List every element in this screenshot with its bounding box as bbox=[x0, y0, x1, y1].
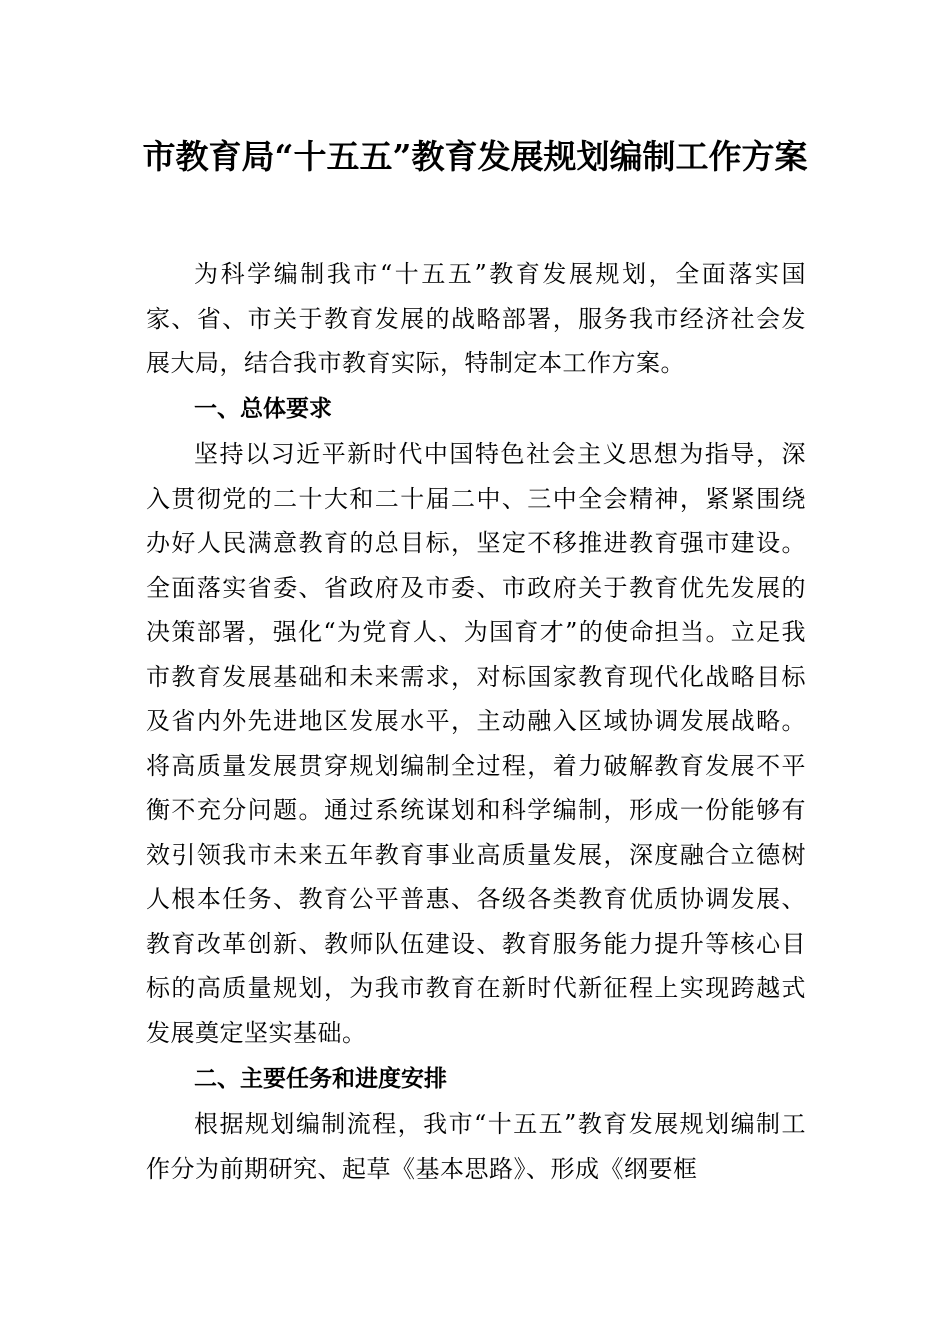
intro-paragraph: 为科学编制我市“十五五”教育发展规划，全面落实国家、省、市关于教育发展的战略部署，服务我市经济社会发展大局，结合我市教育实际，特制定本工作方案。 bbox=[146, 260, 806, 377]
section-2-paragraph: 根据规划编制流程，我市“十五五”教育发展规划编制工作分为前期研究、起草《基本思路》、形成《纲要框 bbox=[146, 1110, 806, 1183]
section-1-heading: 一、总体要求 bbox=[194, 396, 332, 422]
section-1-paragraph: 坚持以习近平新时代中国特色社会主义思想为指导，深入贯彻党的二十大和二十届二中、三中全会精神，紧紧围绕办好人民满意教育的总目标，坚定不移推进教育强市建设。全面落实省委、省政府及市委、市政府关于教育优先发展的决策部署，强化“为党育人、为国育才”的使命担当。立足我市教育发展基础和未来需求，对标国家教育现代化战略目标及省内外先进地区发展水平，主动融入区域协调发展战略。将高质量发展贯穿规划编制全过程，着力破解教育发展不平衡不充分问题。通过系统谋划和科学编制，形成一份能够有效引领我市未来五年教育事业高质量发展，深度融合立德树人根本任务、教育公平普惠、各级各类教育优质协调发展、教育改革创新、教师队伍建设、教育服务能力提升等核心目标的高质量规划，为我市教育在新时代新征程上实现跨越式发展奠定坚实基础。 bbox=[146, 440, 806, 1047]
section-2-heading: 二、主要任务和进度安排 bbox=[194, 1066, 447, 1092]
document-title: 市教育局“十五五”教育发展规划编制工作方案 bbox=[142, 137, 808, 177]
